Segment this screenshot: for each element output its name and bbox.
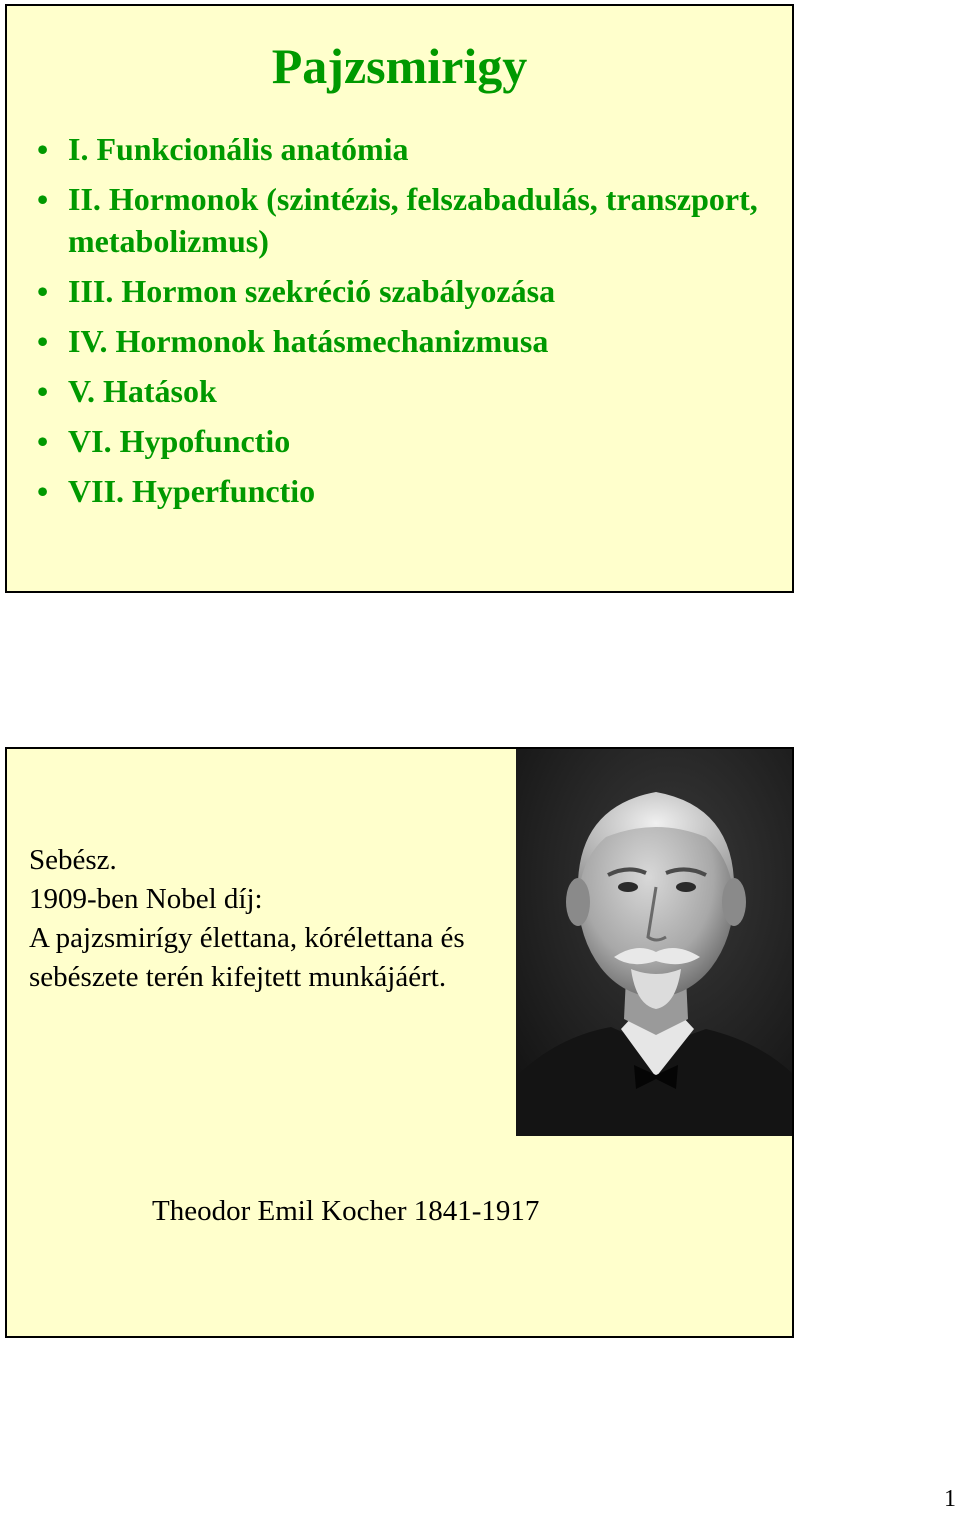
outline-item-text: IV. Hormonok hatásmechanizmusa bbox=[68, 323, 549, 359]
caption-line: sebészete terén kifejtett munkájáért. bbox=[29, 961, 447, 993]
bullet-icon: • bbox=[37, 373, 49, 409]
caption-line: Sebész. bbox=[29, 844, 117, 876]
slide-outline bbox=[5, 4, 794, 593]
bullet-icon: • bbox=[37, 181, 49, 217]
caption-line: A pajzsmirígy élettana, kórélettana és bbox=[29, 922, 465, 954]
portrait-photo bbox=[516, 747, 794, 1136]
outline-item bbox=[31, 270, 771, 312]
outline-item bbox=[31, 128, 771, 170]
outline-item-text: II. Hormonok (szintézis, felszabadulás, transzport, metabolizmus) bbox=[68, 181, 758, 259]
outline-item bbox=[31, 320, 771, 362]
bullet-icon: • bbox=[37, 273, 49, 309]
outline-item-text: VI. Hypofunctio bbox=[68, 423, 291, 459]
bullet-icon: • bbox=[37, 473, 49, 509]
outline-item bbox=[31, 470, 771, 512]
bullet-icon: • bbox=[37, 323, 49, 359]
caption-line: 1909-ben Nobel díj: bbox=[29, 883, 263, 915]
outline-item-text: VII. Hyperfunctio bbox=[68, 473, 316, 509]
outline-item bbox=[31, 178, 771, 262]
caption-text bbox=[29, 841, 529, 997]
page-number: 1 bbox=[944, 1486, 956, 1512]
outline-item bbox=[31, 420, 771, 462]
outline-item-text: V. Hatások bbox=[68, 373, 217, 409]
bullet-icon: • bbox=[37, 131, 49, 167]
outline-list bbox=[31, 128, 771, 520]
slide-kocher bbox=[5, 747, 794, 1338]
outline-item bbox=[31, 370, 771, 412]
outline-item-text: I. Funkcionális anatómia bbox=[68, 131, 409, 167]
outline-item-text: III. Hormon szekréció szabályozása bbox=[68, 273, 556, 309]
bullet-icon: • bbox=[37, 423, 49, 459]
slide-title: Pajzsmirigy bbox=[271, 38, 528, 94]
person-name: Theodor Emil Kocher 1841-1917 bbox=[152, 1195, 540, 1227]
